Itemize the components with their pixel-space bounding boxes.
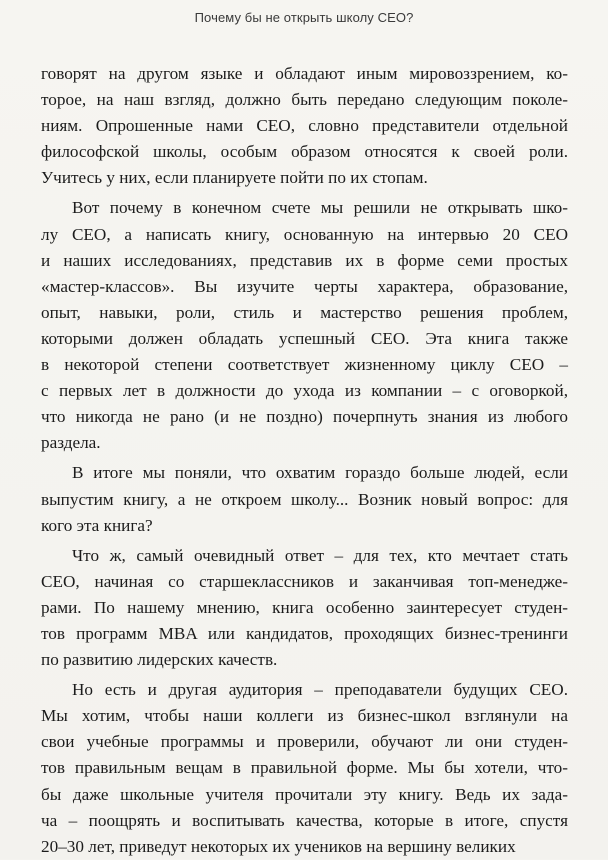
text-line: философской школы, особым образом относятся к своей роли.	[41, 142, 568, 162]
text-line: выпустим книгу, а не откроем школу... Возник новый вопрос: для	[41, 489, 568, 509]
text-line: Но есть и другая аудитория – преподаватели будущих CEO.	[72, 680, 568, 700]
text-line: Мы хотим, чтобы наши коллеги из бизнес-школ взглянули на	[41, 706, 568, 726]
paragraph	[41, 195, 568, 456]
text-line: торое, на наш взгляд, должно быть передано следующим поколе-	[41, 90, 568, 110]
text-line: 20–30 лет, приведут некоторых их учеников на вершину великих	[41, 836, 516, 856]
text-line: Что ж, самый очевидный ответ – для тех, кто мечтает стать	[72, 545, 568, 565]
text-line: с первых лет в должности до ухода из компании – с оговоркой,	[41, 381, 568, 401]
text-line: ча – поощрять и воспитывать качества, которые в итоге, спустя	[41, 810, 568, 830]
text-line: в некоторой степени соответствует жизненному циклу CEO –	[41, 355, 568, 375]
text-line: В итоге мы поняли, что охватим гораздо больше людей, если	[72, 463, 568, 483]
text-line: тов программ MBA или кандидатов, проходящих бизнес-тренинги	[41, 623, 568, 643]
text-line: опыт, навыки, роли, стиль и мастерство решения проблем,	[41, 302, 568, 322]
running-header: Почему бы не открыть школу CEO?	[194, 10, 414, 25]
paragraph	[41, 543, 568, 673]
text-line: кого эта книга?	[41, 515, 153, 535]
paragraph	[41, 460, 568, 538]
text-line: «мастер-классов». Вы изучите черты характера, образование,	[41, 276, 568, 296]
text-line: рами. По нашему мнению, книга особенно заинтересует студен-	[41, 597, 568, 617]
text-line: тов правильным вещам в правильной форме. Мы бы хотели, что-	[41, 758, 568, 778]
text-line: Учитесь у них, если планируете пойти по их стопам.	[41, 168, 428, 188]
paragraph	[41, 677, 568, 860]
text-line: бы даже школьные учителя прочитали эту книгу. Ведь их зада-	[41, 784, 568, 804]
text-line: и наших исследованиях, представив их в форме семи простых	[41, 250, 568, 270]
text-line: по развитию лидерских качеств.	[41, 650, 278, 670]
text-line: что никогда не рано (и не поздно) почерпнуть знания из любого	[41, 407, 568, 427]
text-line: лу CEO, а написать книгу, основанную на интервью 20 CEO	[41, 224, 568, 244]
body-text	[41, 61, 568, 860]
text-line: которыми должен обладать успешный CEO. Эта книга также	[41, 328, 568, 348]
paragraph	[41, 61, 568, 191]
text-line: говорят на другом языке и обладают иным мировоззрением, ко-	[41, 64, 568, 83]
text-line: CEO, начиная со старшеклассников и заканчивая топ-менедже-	[41, 571, 568, 591]
text-line: ниям. Опрошенные нами CEO, словно представители отдельной	[41, 116, 568, 136]
text-line: Вот почему в конечном счете мы решили не открывать шко-	[72, 198, 568, 218]
text-line: раздела.	[41, 433, 101, 453]
text-line: свои учебные программы и проверили, обучают ли они студен-	[41, 732, 568, 752]
